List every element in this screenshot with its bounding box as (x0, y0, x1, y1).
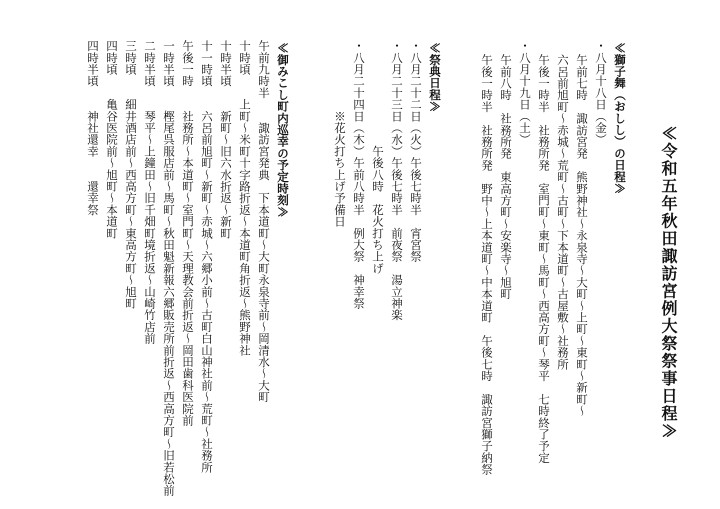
mikoshi-line: 午前九時半 諏訪宮発典 下本道町～大町永泉寺前～岡清水～大町 (257, 40, 271, 403)
mikoshi-line: 二時半頃 琴平～上鐘田～旧千畑町境折返～山崎竹店前 (143, 40, 157, 345)
mikoshi-line: 四時半頃 神社還幸 還幸祭 (86, 40, 100, 216)
mikoshi-line: 十時半頃 新町～旧六水折返～新町 (219, 40, 233, 239)
saiten-line: ・八月二十二日（火）午後七時半 宵宮祭 (409, 40, 423, 263)
saiten-line: ※花火打ち上げ予備日 (333, 40, 347, 228)
mikoshi-heading: ≪御みこし町内巡幸の予定時刻≫ (276, 42, 290, 218)
saiten-line: ・八月二十三日（水）午後七時半 前夜祭 湯立神楽 (390, 40, 404, 321)
shishimai-heading: ≪獅子舞（おしし）の日程≫ (613, 42, 627, 195)
shishimai-line: 午前八時 社務所発 東高方町～安楽寺～旭町 (499, 54, 513, 300)
mikoshi-line: 一時半頃 樫尾呉服店前～馬町～秋田魁新報六郷販売所前折返～西高方町～旧若松前 (162, 40, 176, 497)
mikoshi-line: 十一時頃 六呂前旭町～新町～赤城～六郷小前～古町白山神社前～荒町～社務所 (200, 40, 214, 473)
mikoshi-line: 十時頃 上町～米町十字路折返～本道町角折返～熊野神社 (238, 40, 252, 356)
document-title: ≪令和五年秋田諏訪宮例大祭祭事日程≫ (659, 125, 678, 440)
mikoshi-line: 午後一時 社務所～本道町～室門町～天理教会前折返～岡田歯科医院前 (181, 40, 195, 427)
shishimai-line: ・八月十八日（金） (594, 40, 608, 146)
shishimai-line: 午後一時半 社務所発 野中～上本道町～中本道町 午後七時 諏訪宮獅子納祭 (480, 54, 494, 476)
shishimai-line: 午前七時 諏訪宮発 熊野神社～永泉寺～大町～上町～東町～新町～ (575, 54, 589, 417)
shishimai-line: 午後一時半 社務所発 室門町～東町～馬町～西高方町～琴平 七時終了予定 (537, 54, 551, 464)
shishimai-line: 六呂前旭町～赤城～荒町～古町～下本道町～古屋敷～社務所 (556, 54, 570, 370)
mikoshi-line: 三時頃 細井酒店前～西高方町～東高方町～旭町 (124, 40, 138, 310)
saiten-line: ・八月二十四日（木）午前八時半 例大祭 神幸祭 (352, 40, 366, 310)
saiten-line: 午後八時 花火打ち上げ (371, 40, 385, 274)
shishimai-line: ・八月十九日（土） (518, 40, 532, 146)
saiten-heading: ≪祭典日程≫ (428, 42, 442, 113)
mikoshi-line: 四時頃 亀谷医院前～旭町～本道町 (105, 40, 119, 239)
